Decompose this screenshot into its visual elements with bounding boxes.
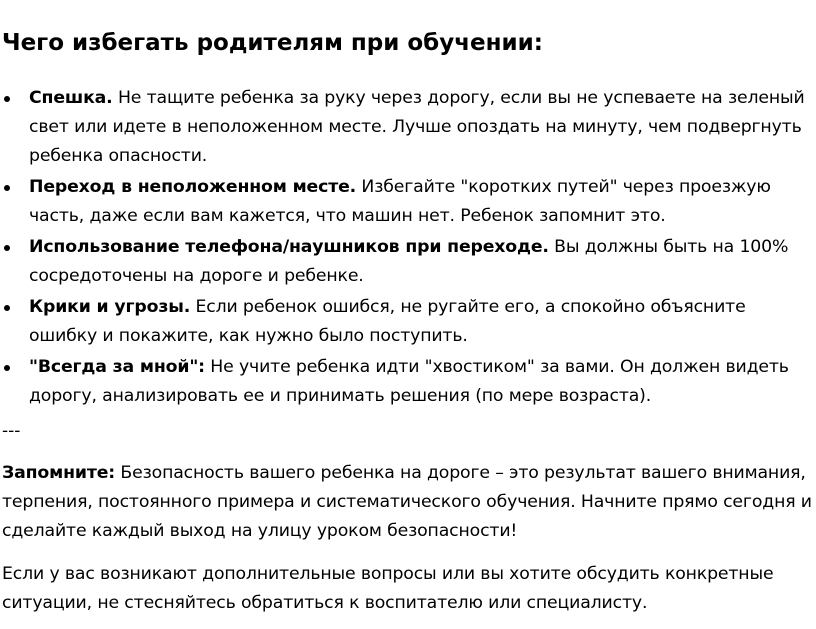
list-item — [2, 84, 814, 171]
item-term: Спешка. — [29, 88, 113, 108]
item-text: Вы должны быть на 100% сосредоточены на дороге и ребенке. — [29, 237, 789, 286]
section-heading: Чего избегать родителям при обучении: — [2, 30, 543, 56]
bullet-icon — [4, 245, 10, 251]
list-item — [2, 293, 814, 351]
item-text: Избегайте "коротких путей" через проезжую часть, даже если вам кажется, что машин нет. Ребенок запомнит это. — [29, 177, 771, 226]
closing-paragraph: Если у вас возникают дополнительные вопросы или вы хотите обсудить конкретные ситуации, не стесняйтесь обратиться к воспитателю или специалисту. — [2, 564, 774, 613]
item-text: Если ребенок ошибся, не ругайте его, а спокойно объясните ошибку и покажите, как нужно было поступить. — [29, 297, 746, 346]
item-text: Не тащите ребенка за руку через дорогу, если вы не успеваете на зеленый свет или идете в неположенном месте. Лучше опоздать на минуту, чем подвергнуть ребенка опасности. — [29, 88, 805, 166]
bullet-icon — [4, 305, 10, 311]
item-term: Использование телефона/наушников при переходе. — [29, 237, 549, 257]
avoid-list — [2, 84, 814, 413]
reminder-term: Запомните: — [2, 463, 116, 483]
list-item — [2, 173, 814, 231]
item-term: "Всегда за мной": — [29, 357, 205, 377]
reminder-paragraph — [2, 459, 814, 546]
item-term: Крики и угрозы. — [29, 297, 191, 317]
item-term: Переход в неположенном месте. — [29, 177, 357, 197]
bullet-icon — [4, 365, 10, 371]
bullet-icon — [4, 96, 10, 102]
item-text: Не учите ребенка идти "хвостиком" за вами. Он должен видеть дорогу, анализировать ее и принимать решения (по мере возраста). — [29, 357, 789, 406]
reminder-text: Безопасность вашего ребенка на дороге – это результат вашего внимания, терпения, постоянного примера и систематического обучения. Начните прямо сегодня и сделайте каждый выход на улицу уроком безопасности! — [2, 463, 812, 541]
separator-line: --- — [2, 421, 21, 441]
list-item — [2, 233, 814, 291]
bullet-icon — [4, 185, 10, 191]
list-item — [2, 353, 814, 411]
